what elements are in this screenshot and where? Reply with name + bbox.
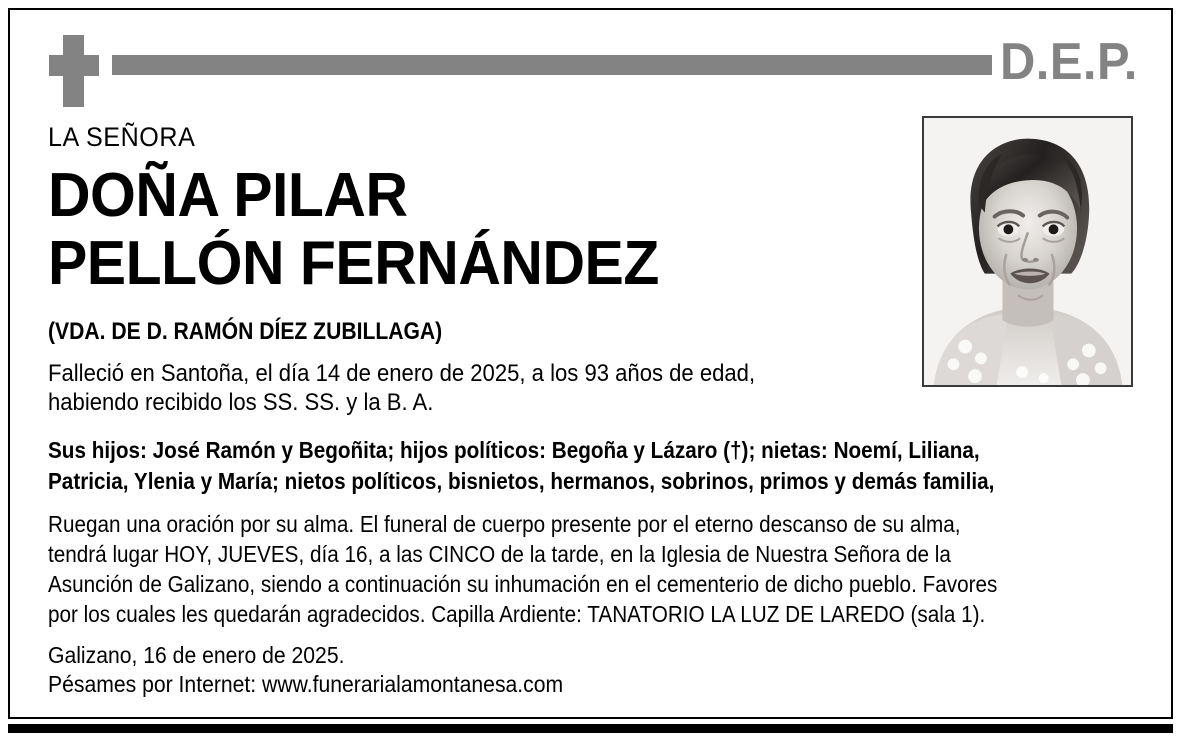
deceased-name-line2: PELLÓN FERNÁNDEZ — [48, 229, 659, 298]
death-info-line: habiendo recibido los SS. SS. y la B. A. — [48, 389, 434, 416]
funeral-details-line: tendrá lugar HOY, JUEVES, día 16, a las CINCO de la tarde, en la Iglesia de Nuestra Señora de la — [48, 541, 951, 567]
funeral-details-line: Asunción de Galizano, siendo a continuación su inhumación en el cementerio de dicho pueblo. Favores — [48, 571, 998, 597]
obituary-notice — [8, 8, 1173, 719]
funeral-details — [48, 509, 1029, 629]
death-info — [48, 359, 1051, 417]
family-line: Patricia, Ylenia y María; nietos políticos, bisnietos, hermanos, sobrinos, primos y demás familia, — [48, 468, 995, 494]
surviving-family — [48, 435, 1029, 497]
cross-horizontal-bar — [49, 55, 99, 76]
death-info-line: Falleció en Santoña, el día 14 de enero de 2025, a los 93 años de edad, — [48, 360, 756, 387]
closing-info — [48, 641, 1051, 699]
family-line: Sus hijos: José Ramón y Begoñita; hijos políticos: Begoña y Lázaro (†); nietas: Noemí, Liliana, — [48, 437, 980, 463]
notice-header — [10, 10, 1171, 110]
bottom-rule — [8, 724, 1173, 733]
header-rule-bar — [112, 55, 992, 75]
funeral-details-line: por los cuales les quedarán agradecidos. Capilla Ardiente: TANATORIO LA LUZ DE LAREDO (sala 1). — [48, 601, 986, 627]
deceased-name-line1: DOÑA PILAR — [48, 161, 408, 230]
notice-body — [48, 122, 1138, 699]
honorific-label: LA SEÑORA — [48, 122, 196, 152]
funeral-details-line: Ruegan una oración por su alma. El funeral de cuerpo presente por el eterno descanso de su alma, — [48, 511, 961, 537]
condolences-website: Pésames por Internet: www.funerarialamontanesa.com — [48, 671, 564, 697]
widow-of-label: (VDA. DE D. RAMÓN DÍEZ ZUBILLAGA) — [48, 318, 443, 345]
place-and-date: Galizano, 16 de enero de 2025. — [48, 642, 345, 668]
rest-in-peace-label: D.E.P. — [1000, 33, 1138, 91]
latin-cross-icon — [49, 35, 99, 107]
